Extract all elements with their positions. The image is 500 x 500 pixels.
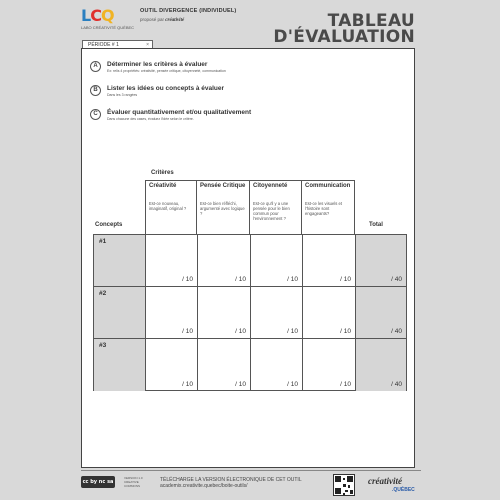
- step-letter: C: [90, 109, 101, 120]
- criterion-name: Créativité: [149, 183, 177, 189]
- step-letter: A: [90, 61, 101, 72]
- score-cell[interactable]: / 10: [303, 287, 356, 339]
- score-cell[interactable]: / 10: [251, 235, 303, 287]
- concept-cell[interactable]: #1: [94, 235, 146, 287]
- criteria-label: Critères: [151, 170, 174, 176]
- logo-letters: LCQ: [81, 6, 114, 25]
- criterion-communication: [302, 180, 355, 234]
- download-link[interactable]: academix.creativite.quebec/boite-outils/: [160, 483, 248, 489]
- score-cell[interactable]: / 10: [146, 287, 198, 339]
- total-cell[interactable]: / 40: [356, 235, 406, 287]
- criterion-name: Citoyenneté: [253, 183, 288, 189]
- criterion-desc: Est-ce bien réfléchi, argumenté avec logique ?: [200, 201, 245, 216]
- criterion-creativite: [145, 180, 197, 234]
- brand-small: créativité: [165, 18, 185, 23]
- lcq-logo: [81, 6, 135, 32]
- step-title: Lister les idées ou concepts à évaluer: [107, 85, 225, 92]
- qr-code-icon[interactable]: [333, 474, 355, 496]
- criterion-name: Communication: [305, 183, 351, 189]
- table-row: [94, 235, 406, 287]
- evaluation-grid: [93, 234, 407, 391]
- criterion-desc: Est-ce qu'il y a une pensée pour le bien commun pour l'environnement ?: [253, 201, 290, 221]
- license-text: VERSION 1.0 CREATIVE COMMONS: [124, 476, 143, 488]
- step-desc: Dans les 3 rangées: [107, 93, 138, 97]
- concepts-label: Concepts: [95, 222, 123, 228]
- score-cell[interactable]: / 10: [146, 235, 198, 287]
- criterion-desc: Est-ce nouveau, imaginatif, original ?: [149, 201, 187, 211]
- tool-title: OUTIL DIVERGENCE (INDIVIDUEL): [140, 8, 237, 14]
- proposed-by: proposé par créativité: [140, 17, 185, 23]
- logo-tagline: LABO CRÉATIVITÉ QUÉBEC: [81, 25, 135, 30]
- score-cell[interactable]: / 10: [251, 287, 303, 339]
- step-letter: B: [90, 85, 101, 96]
- step-desc: Dans chacune des cases, évaluez l'idée selon le critère.: [107, 117, 194, 121]
- close-icon[interactable]: ×: [146, 42, 149, 48]
- creativite-logo: créativité: [368, 476, 402, 486]
- step-title: Évaluer quantitativement et/ou qualitativement: [107, 109, 252, 116]
- score-cell[interactable]: / 10: [146, 339, 198, 391]
- table-row: [94, 339, 406, 391]
- score-cell[interactable]: / 10: [198, 339, 251, 391]
- page-title: TABLEAU D'ÉVALUATION: [273, 11, 415, 47]
- score-cell[interactable]: / 10: [198, 287, 251, 339]
- total-label: Total: [369, 222, 383, 228]
- step-desc: Ex: relis 4 propriétés: créativité, pensée critique, citoyenneté, communication: [107, 69, 226, 73]
- tab-periode[interactable]: PÉRIODE # 1 ×: [82, 40, 153, 49]
- criterion-citoyennete: [250, 180, 302, 234]
- score-cell[interactable]: / 10: [303, 339, 356, 391]
- criterion-pensee-critique: [197, 180, 250, 234]
- creativite-logo-sub: .QUÉBEC: [392, 487, 415, 493]
- footer-divider: [81, 470, 421, 471]
- table-row: [94, 287, 406, 339]
- creative-commons-badge: cc by nc sa: [81, 476, 115, 488]
- concept-cell[interactable]: #2: [94, 287, 146, 339]
- score-cell[interactable]: / 10: [198, 235, 251, 287]
- concept-cell[interactable]: #3: [94, 339, 146, 391]
- criterion-desc: Est-ce les visuels et l'histoire sont engageants?: [305, 201, 343, 216]
- total-cell[interactable]: / 40: [356, 339, 406, 391]
- score-cell[interactable]: / 10: [303, 235, 356, 287]
- criterion-name: Pensée Critique: [200, 183, 246, 189]
- total-cell[interactable]: / 40: [356, 287, 406, 339]
- score-cell[interactable]: / 10: [251, 339, 303, 391]
- step-title: Déterminer les critères à évaluer: [107, 61, 208, 68]
- download-text: TÉLÉCHARGE LA VERSION ÉLECTRONIQUE DE CET OUTIL academix.creativite.quebec/boite-outils/: [160, 477, 302, 489]
